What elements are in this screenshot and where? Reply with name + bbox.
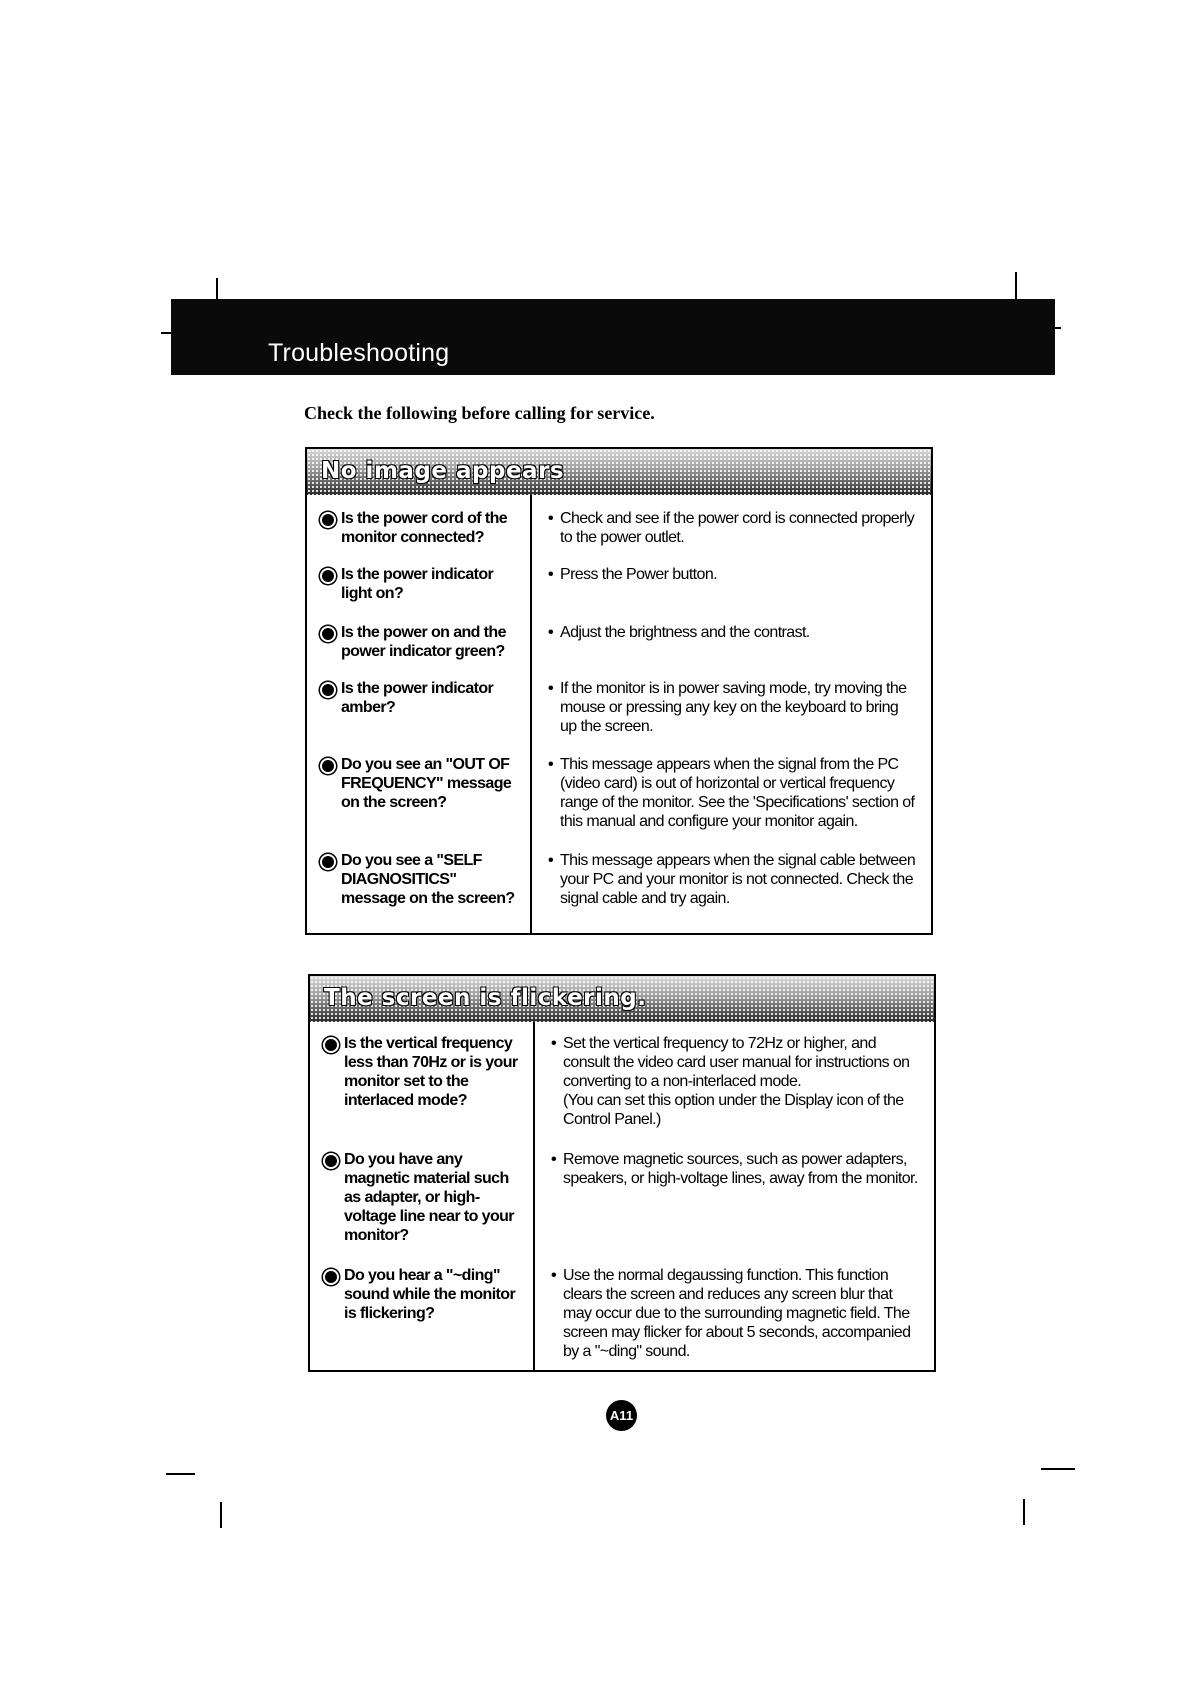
answer-text: If the monitor is in power saving mode, try moving the mouse or pressing any key on the keyboard to bring up the screen. — [560, 680, 907, 735]
header-bar — [171, 299, 1055, 375]
crop-mark-bottom-right-h — [1041, 1468, 1075, 1470]
question-item — [319, 755, 524, 812]
crop-mark-right-tick — [1055, 327, 1061, 329]
answer-text: Press the Power button. — [560, 566, 717, 583]
filled-circle-bullet-icon — [322, 628, 334, 640]
crop-mark-bottom-left-h — [166, 1473, 195, 1475]
filled-circle-bullet-icon — [322, 760, 334, 772]
answer-text: This message appears when the signal from the PC (video card) is out of horizontal or vertical frequency range of the monitor. See the 'Specifications' section of this manual and configure your monitor again. — [560, 756, 915, 830]
question-text: Do you see a "SELF DIAGNOSITICS" message on the screen? — [341, 852, 515, 907]
filled-circle-bullet-icon — [325, 1271, 337, 1283]
dot-bullet-icon: • — [548, 852, 554, 869]
dot-bullet-icon: • — [548, 680, 554, 697]
answer-item — [548, 565, 918, 584]
question-item — [319, 623, 524, 661]
question-item — [319, 565, 524, 603]
crop-mark-bottom-left-v — [220, 1502, 222, 1528]
answer-note: (You can set this option under the Display icon of the Control Panel.) — [563, 1092, 904, 1128]
dot-bullet-icon: • — [548, 510, 554, 527]
section-title: No image appears — [321, 458, 565, 484]
intro-text: Check the following before calling for service. — [304, 403, 655, 423]
column-divider — [530, 495, 532, 933]
question-text: Is the power cord of the monitor connected? — [341, 510, 508, 546]
page-number-badge: A11 — [606, 1400, 637, 1431]
filled-circle-bullet-icon — [322, 514, 334, 526]
dot-bullet-icon: • — [551, 1035, 557, 1052]
answer-item — [551, 1034, 921, 1129]
answer-main: Set the vertical frequency to 72Hz or higher, and consult the video card user manual for instructions on converting to a non-interlaced mode. — [563, 1035, 910, 1090]
answer-item — [548, 509, 918, 547]
section-header — [307, 449, 931, 495]
dot-bullet-icon: • — [551, 1151, 557, 1168]
question-item — [319, 851, 524, 908]
column-divider — [533, 1022, 535, 1370]
question-item — [322, 1150, 527, 1245]
question-text: Is the power indicator light on? — [341, 566, 494, 602]
answer-text: Adjust the brightness and the contrast. — [560, 624, 810, 641]
dot-bullet-icon: • — [548, 756, 554, 773]
answer-text: This message appears when the signal cable between your PC and your monitor is not connected. Check the signal cable and try again. — [560, 852, 916, 907]
crop-mark-bottom-right-v — [1023, 1499, 1025, 1525]
filled-circle-bullet-icon — [325, 1155, 337, 1167]
filled-circle-bullet-icon — [322, 684, 334, 696]
question-item — [322, 1034, 527, 1110]
section-flickering — [308, 974, 936, 1372]
answer-item — [548, 851, 918, 908]
section-header — [310, 976, 934, 1022]
section-title: The screen is flickering. — [324, 985, 647, 1011]
crop-mark-left-tick — [161, 332, 171, 334]
answer-item — [548, 623, 918, 642]
answer-text: Remove magnetic sources, such as power adapters, speakers, or high-voltage lines, away from the monitor. — [563, 1151, 918, 1187]
filled-circle-bullet-icon — [325, 1039, 337, 1051]
dot-bullet-icon: • — [548, 566, 554, 583]
answer-text: Check and see if the power cord is connected properly to the power outlet. — [560, 510, 915, 546]
question-text: Is the power on and the power indicator green? — [341, 624, 506, 660]
question-item — [319, 509, 524, 547]
question-text: Do you have any magnetic material such as adapter, or high-voltage line near to your monitor? — [344, 1151, 514, 1244]
question-text: Do you see an "OUT OF FREQUENCY" message on the screen? — [341, 756, 512, 811]
answer-item — [551, 1266, 921, 1361]
section-no-image — [305, 447, 933, 935]
question-item — [319, 679, 524, 717]
answer-text — [563, 1034, 918, 1129]
page-title: Troubleshooting — [268, 339, 450, 367]
question-text: Do you hear a "~ding" sound while the monitor is flickering? — [344, 1267, 516, 1322]
filled-circle-bullet-icon — [322, 856, 334, 868]
dot-bullet-icon: • — [548, 624, 554, 641]
question-text: Is the power indicator amber? — [341, 680, 494, 716]
question-item — [322, 1266, 527, 1323]
dot-bullet-icon: • — [551, 1267, 557, 1284]
answer-item — [548, 755, 918, 831]
filled-circle-bullet-icon — [322, 570, 334, 582]
question-text: Is the vertical frequency less than 70Hz or is your monitor set to the interlaced mode? — [344, 1035, 518, 1109]
answer-item — [548, 679, 918, 736]
answer-text: Use the normal degaussing function. This function clears the screen and reduces any screen blur that may occur due to the surrounding magnetic field. The screen may flicker for about 5 seconds, accompanied by a "~ding" sound. — [563, 1267, 911, 1360]
answer-item — [551, 1150, 921, 1188]
